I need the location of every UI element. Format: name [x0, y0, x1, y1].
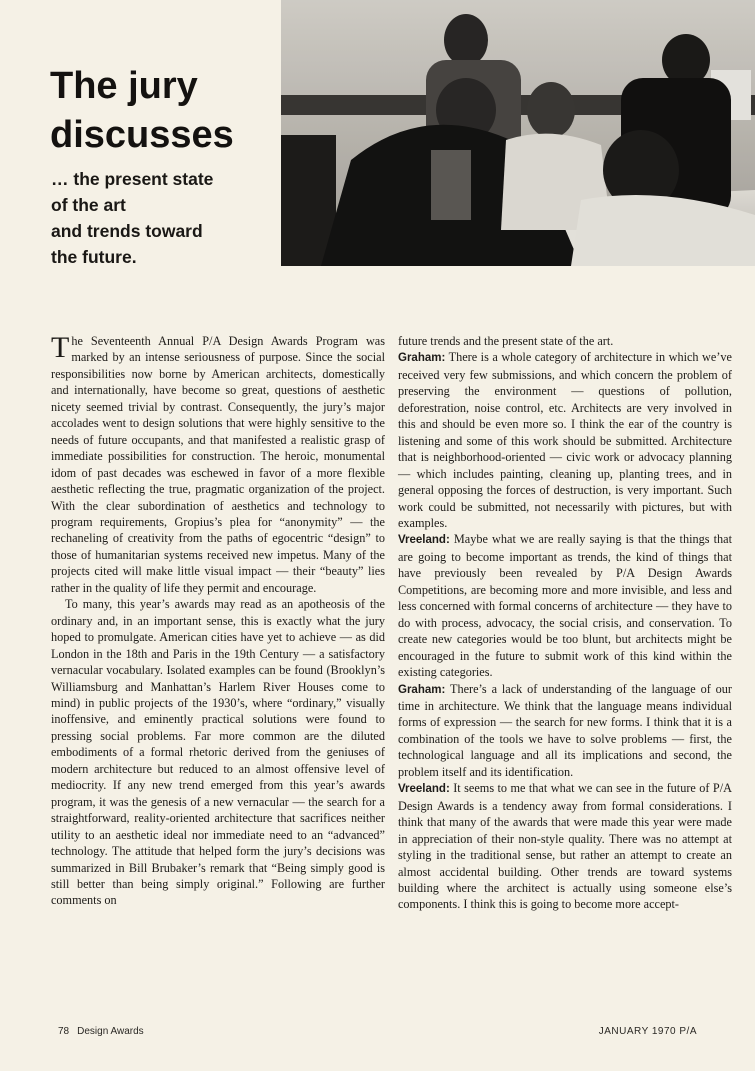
- subtitle-line-3: and trends toward: [51, 221, 203, 241]
- exchange-text: Maybe what we are really saying is that the things that are going to become important as trends, the kind of things that have previously been revealed by P/A Design Awards Competitions, are becoming more and more invisible, and less and less concerned with formal concerns of architecture — they have to do with process, advocacy, the social crisis, and conservation. To create new categories would be too blunt, but architects might be encouraged in the future to submit work of this kind within the existing categories.: [398, 532, 732, 680]
- exchange-text: It seems to me that what we can see in the future of P/A Design Awards is a tendency away from formal considerations. I think that many of the awards that were made this year were made in appreciation of their non-style quality. There was no attempt at styling in the traditional sense, but rather an attempt to create an almost accidental building. Other trends are toward systems building where the architect is actually using someone else’s components. I think this is going to become more accept-: [398, 781, 732, 912]
- speaker-name: Graham:: [398, 683, 446, 696]
- continued-text: future trends and the present state of the art.: [398, 334, 614, 348]
- title-line-1: The jury: [50, 65, 198, 107]
- jury-photo-illustration: [281, 0, 755, 266]
- exchange-4: [398, 780, 732, 913]
- exchange-text: There’s a lack of understanding of the language of our time in architecture. We think that the language means individual forms of expression — the search for new forms. I think that it is a combination of the tools we have to solve problems — first, the technological language and all its implications and second, the problem itself and its identification.: [398, 681, 732, 779]
- speaker-name: Graham:: [398, 352, 446, 365]
- intro-paragraph-2: To many, this year’s awards may read as an apotheosis of the ordinary and, in an important sense, this is exactly what the jury hoped to promulgate. American cities have yet to achieve — as did London in the 18th and Paris in the 19th Century — a satisfactory vernacular vocabulary. Isolated examples can be found (Brooklyn’s Williamsburg and Manhattan’s Harlem River Houses come to mind) in public projects of the 1930’s, where “ordinary,” visually inoffensive, and eminently practical solutions were found to pressing social problems. Far more common are the diluted embodiments of a formal rhetoric derived from the geniuses of modern architecture but reduced to an almost offensive level of mediocrity. If any new trend emerged from this year’s awards program, it was the genesis of a new vernacular — the search for a straightforward, reality-oriented architecture that sacrifices neither utility to an aesthetic ideal nor immediate need to an “advanced” technology. The attitude that helped form the jury’s decisions was summarized in Bill Brubaker’s remark that “Being simply good is still better than being simply original.” Following are further comments on: [51, 597, 385, 908]
- page-title: [50, 62, 280, 160]
- exchange-text: There is a whole category of architecture in which we’ve received very few submissions, and which concern the problem of preserving the environment — questions of pollution, deforestration, noise control, etc. Architects are very involved in this and should be even more so. I think the ear of the country is listening and some of this work should be submitted. Architecture that is neighborhood-oriented — civic work or advocacy planning — which includes painting, cleaning up, planting trees, and in general opposing the forces of destruction, is very important. Such work could be submitted, not necessarily with pictures, but with examples.: [398, 350, 732, 530]
- section-name: Design Awards: [77, 1026, 144, 1037]
- page-subtitle: [51, 166, 281, 270]
- page-number: 78: [58, 1026, 70, 1037]
- exchange-2: [398, 531, 732, 680]
- text-column-left: [51, 333, 385, 909]
- intro-paragraph-1: [51, 333, 385, 596]
- exchange-1: [398, 349, 732, 531]
- subtitle-line-4: the future.: [51, 247, 137, 267]
- exchange-3: [398, 681, 732, 781]
- speaker-name: Vreeland:: [398, 783, 450, 796]
- title-line-2: discusses: [50, 114, 234, 156]
- subtitle-line-2: of the art: [51, 195, 126, 215]
- speaker-name: Vreeland:: [398, 534, 450, 547]
- footer-left: [58, 1026, 144, 1037]
- intro-paragraph-1-text: he Seventeenth Annual P/A Design Awards Program was marked by an intense seriousness of purpose. Since the social responsibilities now borne by American architects, domestically and internationally, have become so great, questions of aesthetic nicety seemed trivial by contrast. Consequently, the jury’s major accolades went to design solutions that were highly sensitive to the needs of future occupants, and that manifested a realistic grasp of immediate possibilities for construction. The heroic, monumental idom of past decades was eschewed in favor of a more flexible aesthetic reflecting the true, pragmatic organization of the project. With the clear subordination of aesthetics and technology to program requirements, Gropius’s plea for “anonymity” — the rechaneling of creativity from the paths of egocentric “design” to those of humanitarian systems received new impetus. Many of the projects cited will make little visual impact — their “beauty” lies rather in the quality of life they permit and encourage.: [51, 334, 385, 595]
- issue-date: JANUARY 1970 P/A: [598, 1026, 697, 1037]
- jury-photo: [281, 0, 755, 266]
- text-column-right: [398, 333, 732, 913]
- subtitle-line-1: … the present state: [51, 169, 214, 189]
- drop-cap: T: [51, 331, 70, 364]
